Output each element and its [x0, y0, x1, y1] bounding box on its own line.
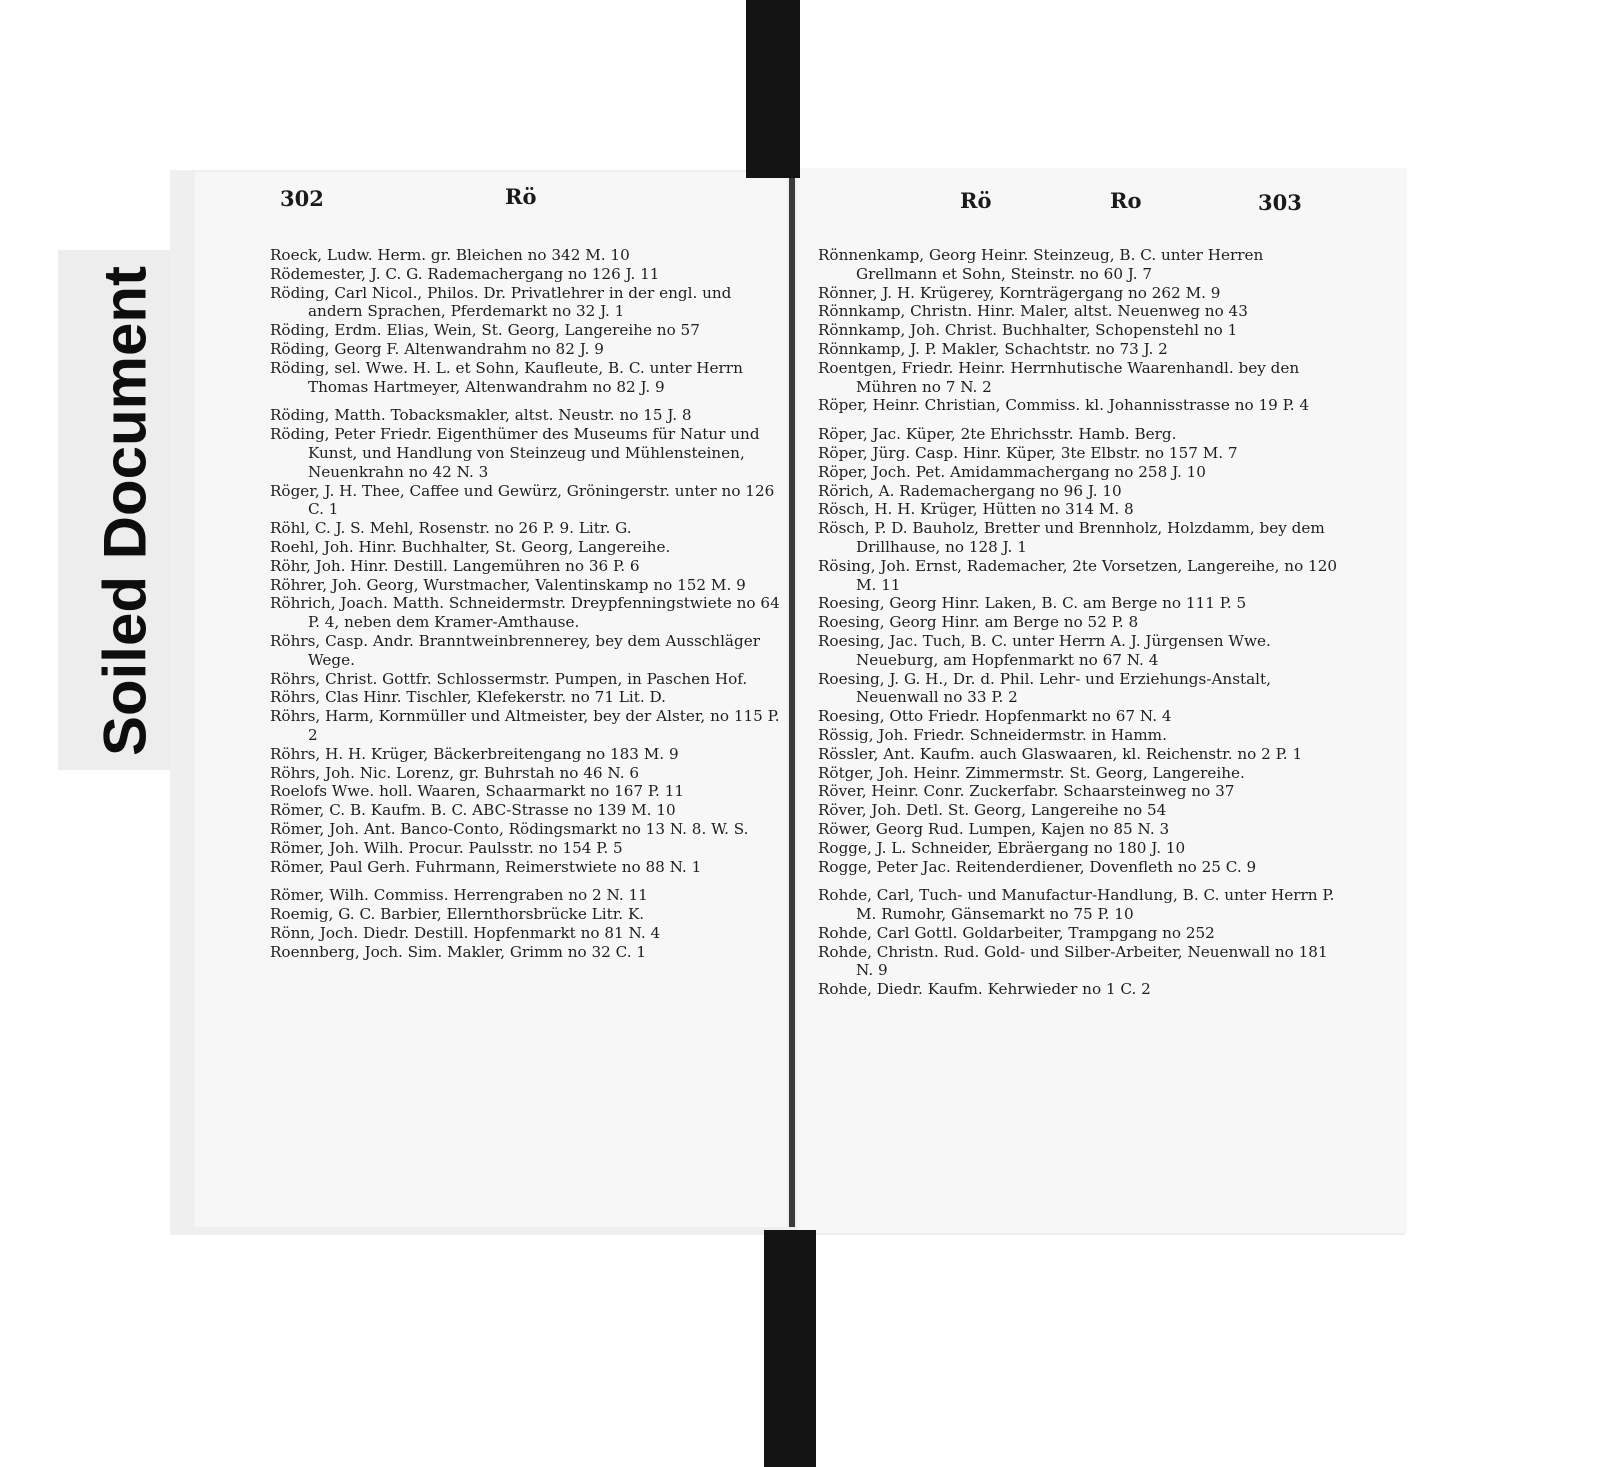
book-gutter: [789, 172, 795, 1227]
directory-entry: Röper, Jürg. Casp. Hinr. Küper, 3te Elbstr. no 157 M. 7: [818, 443, 1238, 462]
directory-entry: Rogge, J. L. Schneider, Ebräergang no 180 J. 10: [818, 838, 1186, 857]
top-black-bar: [746, 0, 800, 178]
directory-entry: Röding, Erdm. Elias, Wein, St. Georg, Langereihe no 57: [270, 321, 700, 340]
directory-entry: Röger, J. H. Thee, Caffee und Gewürz, Gröningerstr. unter no 126 C. 1: [270, 481, 775, 519]
directory-entry: Roeck, Ludw. Herm. gr. Bleichen no 342 M. 10: [270, 246, 630, 264]
directory-entry: Rössig, Joh. Friedr. Schneidermstr. in Hamm.: [818, 725, 1167, 744]
directory-entry: Rösing, Joh. Ernst, Rademacher, 2te Vorsetzen, Langereihe, no 120 M. 11: [818, 556, 1338, 594]
left-page-number: 302: [280, 186, 324, 211]
directory-entry: Röhrs, Joh. Nic. Lorenz, gr. Buhrstah no 46 N. 6: [270, 763, 640, 782]
directory-entry: Rösch, P. D. Bauholz, Bretter und Brennholz, Holzdamm, bey dem Drillhause, no 128 J. 1: [818, 519, 1325, 556]
directory-entry: Röver, Joh. Detl. St. Georg, Langereihe no 54: [818, 801, 1167, 820]
directory-entry: Rönnkamp, J. P. Makler, Schachtstr. no 73 J. 2: [818, 339, 1168, 358]
directory-entry: Rohde, Christn. Rud. Gold- und Silber-Arbeiter, Neuenwall no 181 N. 9: [818, 942, 1328, 980]
right-page-heading-mid: Ro: [1110, 188, 1142, 213]
directory-entry: Röding, Peter Friedr. Eigenthümer des Museums für Natur und Kunst, und Handlung von Steinzeug und Mühlensteinen, Neuenkrahn no 42 N. 3: [270, 425, 760, 481]
directory-entry: Rohde, Carl, Tuch- und Manufactur-Handlung, B. C. unter Herrn P. M. Rumohr, Gänsemarkt no 75 P. 10: [818, 886, 1335, 924]
directory-entry: Roesing, Georg Hinr. Laken, B. C. am Berge no 111 P. 5: [818, 594, 1247, 613]
directory-entry: Röding, Georg F. Altenwandrahm no 82 J. 9: [270, 339, 604, 358]
left-page-heading: Rö: [505, 184, 537, 209]
directory-entry: Roehl, Joh. Hinr. Buchhalter, St. Georg, Langereihe.: [270, 537, 671, 556]
directory-entry: Rohde, Carl Gottl. Goldarbeiter, Trampgang no 252: [818, 923, 1215, 942]
directory-entry: Roesing, Otto Friedr. Hopfenmarkt no 67 N. 4: [818, 707, 1172, 726]
directory-entry: Röhrs, Clas Hinr. Tischler, Klefekerstr. no 71 Lit. D.: [270, 688, 666, 707]
directory-entry: Rönnkamp, Joh. Christ. Buchhalter, Schopenstehl no 1: [818, 321, 1238, 340]
directory-entry: Roemig, G. C. Barbier, Ellernthorsbrücke Litr. K.: [270, 905, 645, 924]
directory-entry: Römer, Joh. Wilh. Procur. Paulsstr. no 154 P. 5: [270, 838, 623, 857]
right-entry-list: [818, 246, 1338, 999]
directory-entry: Roesing, Georg Hinr. am Berge no 52 P. 8: [818, 613, 1139, 632]
directory-entry: Römer, Joh. Ant. Banco-Conto, Rödingsmarkt no 13 N. 8. W. S.: [270, 819, 749, 838]
directory-entry: Röper, Jac. Küper, 2te Ehrichsstr. Hamb. Berg.: [818, 425, 1177, 444]
bottom-black-bar: [764, 1230, 816, 1467]
left-entry-list: [270, 246, 780, 961]
directory-entry: Rösch, H. H. Krüger, Hütten no 314 M. 8: [818, 500, 1134, 519]
right-page-heading-left: Rö: [960, 188, 992, 213]
directory-entry: Römer, Paul Gerh. Fuhrmann, Reimerstwiete no 88 N. 1: [270, 857, 702, 876]
directory-entry: Rörich, A. Rademachergang no 96 J. 10: [818, 481, 1122, 500]
directory-entry: Rödemester, J. C. G. Rademachergang no 126 J. 11: [270, 264, 660, 283]
directory-entry: Röper, Joch. Pet. Amidammachergang no 258 J. 10: [818, 462, 1206, 481]
directory-entry: Röding, sel. Wwe. H. L. et Sohn, Kaufleute, B. C. unter Herrn Thomas Hartmeyer, Altenwandrahm no 82 J. 9: [270, 358, 743, 396]
directory-entry: Röver, Heinr. Conr. Zuckerfabr. Schaarsteinweg no 37: [818, 782, 1235, 801]
side-label-text: Soiled Document: [91, 265, 159, 757]
directory-entry: Roesing, Jac. Tuch, B. C. unter Herrn A. J. Jürgensen Wwe. Neueburg, am Hopfenmarkt no 67 N. 4: [818, 631, 1271, 669]
directory-entry: Röhr, Joh. Hinr. Destill. Langemühren no 36 P. 6: [270, 556, 640, 575]
directory-entry: Röhrs, Christ. Gottfr. Schlossermstr. Pumpen, in Paschen Hof.: [270, 669, 748, 688]
directory-entry: Rönnenkamp, Georg Heinr. Steinzeug, B. C. unter Herren Grellmann et Sohn, Steinstr. no 60 J. 7: [818, 246, 1264, 283]
directory-entry: Rötger, Joh. Heinr. Zimmermstr. St. Georg, Langereihe.: [818, 763, 1245, 782]
directory-entry: Römer, C. B. Kaufm. B. C. ABC-Strasse no 139 M. 10: [270, 801, 676, 820]
directory-entry: Röhrs, H. H. Krüger, Bäckerbreitengang no 183 M. 9: [270, 744, 679, 763]
right-page-number: 303: [1258, 190, 1302, 215]
directory-entry: Rönnkamp, Christn. Hinr. Maler, altst. Neuenweg no 43: [818, 302, 1248, 321]
directory-entry: Roennberg, Joch. Sim. Makler, Grimm no 32 C. 1: [270, 942, 647, 961]
directory-entry: Rogge, Peter Jac. Reitenderdiener, Dovenfleth no 25 C. 9: [818, 857, 1257, 876]
directory-entry: Röhrer, Joh. Georg, Wurstmacher, Valentinskamp no 152 M. 9: [270, 575, 746, 594]
directory-entry: Röhrs, Harm, Kornmüller und Altmeister, bey der Alster, no 115 P. 2: [270, 707, 780, 744]
directory-entry: Röper, Heinr. Christian, Commiss. kl. Johannisstrasse no 19 P. 4: [818, 396, 1310, 415]
directory-entry: Roesing, J. G. H., Dr. d. Phil. Lehr- und Erziehungs-Anstalt, Neuenwall no 33 P. 2: [818, 669, 1271, 707]
directory-entry: Rohde, Diedr. Kaufm. Kehrwieder no 1 C. 2: [818, 980, 1151, 999]
directory-entry: Röhrich, Joach. Matth. Schneidermstr. Dreypfenningstwiete no 64 P. 4, neben dem Kramer-Amthause.: [270, 594, 780, 632]
directory-entry: Röding, Matth. Tobacksmakler, altst. Neustr. no 15 J. 8: [270, 406, 692, 425]
directory-entry: Roentgen, Friedr. Heinr. Herrnhutische Waarenhandl. bey den Mühren no 7 N. 2: [818, 358, 1300, 396]
directory-entry: Römer, Wilh. Commiss. Herrengraben no 2 N. 11: [270, 886, 648, 905]
directory-entry: Roelofs Wwe. holl. Waaren, Schaarmarkt no 167 P. 11: [270, 782, 685, 801]
directory-entry: Röhl, C. J. S. Mehl, Rosenstr. no 26 P. 9. Litr. G.: [270, 519, 632, 538]
directory-entry: Rönn, Joch. Diedr. Destill. Hopfenmarkt no 81 N. 4: [270, 923, 661, 942]
directory-entry: Röwer, Georg Rud. Lumpen, Kajen no 85 N. 3: [818, 819, 1170, 838]
directory-entry: Rössler, Ant. Kaufm. auch Glaswaaren, kl. Reichenstr. no 2 P. 1: [818, 744, 1303, 763]
directory-entry: Röding, Carl Nicol., Philos. Dr. Privatlehrer in der engl. und andern Sprachen, Pferdemarkt no 32 J. 1: [270, 283, 732, 321]
directory-entry: Röhrs, Casp. Andr. Branntweinbrennerey, bey dem Ausschläger Wege.: [270, 631, 760, 669]
directory-entry: Rönner, J. H. Krügerey, Kornträgergang no 262 M. 9: [818, 283, 1221, 302]
